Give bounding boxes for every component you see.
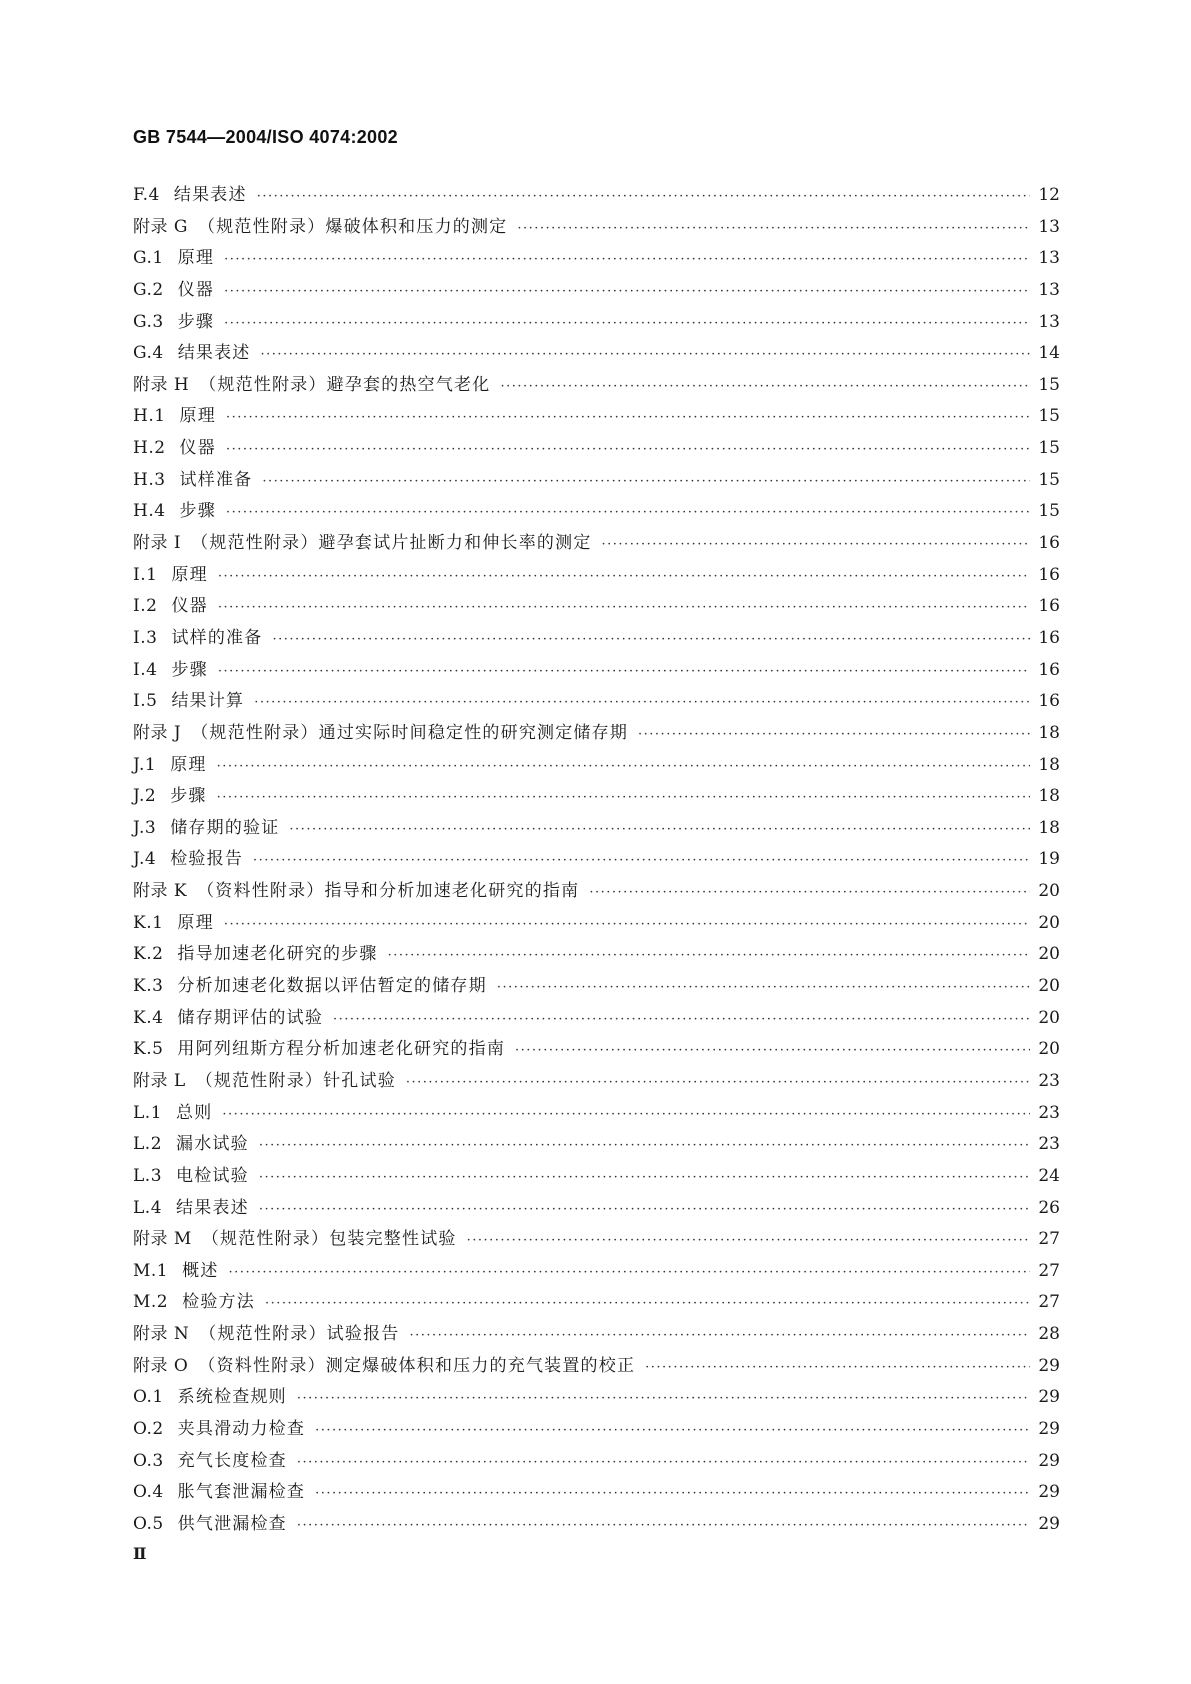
toc-dot-leader bbox=[388, 940, 1030, 972]
toc-dot-leader bbox=[259, 1162, 1030, 1194]
toc-entry-title: （资料性附录）指导和分析加速老化研究的指南 bbox=[197, 881, 580, 902]
toc-dot-leader bbox=[500, 371, 1030, 403]
toc-entry-page: 27 bbox=[1038, 1229, 1060, 1250]
toc-entry-number: 附录 L bbox=[133, 1070, 186, 1091]
toc-dot-leader bbox=[297, 1383, 1030, 1415]
toc-entry-number: I.2 bbox=[133, 596, 158, 617]
toc-entry-number: I.3 bbox=[133, 627, 158, 648]
toc-entry-title: （规范性附录）通过实际时间稳定性的研究测定储存期 bbox=[191, 722, 629, 743]
toc-entry-number: L.2 bbox=[133, 1134, 163, 1155]
toc-entry[interactable] bbox=[133, 623, 1060, 655]
toc-dot-leader bbox=[224, 909, 1030, 941]
toc-entry-title: 结果表述 bbox=[173, 185, 247, 205]
toc-entry-title: 检验报告 bbox=[170, 849, 244, 870]
toc-entry-number: 附录 N bbox=[133, 1324, 190, 1345]
toc-entry[interactable] bbox=[133, 876, 1060, 908]
toc-entry-page: 26 bbox=[1038, 1197, 1060, 1218]
toc-dot-leader bbox=[315, 1415, 1030, 1447]
toc-entry-number: H.4 bbox=[133, 501, 166, 522]
toc-entry-title: 储存期的验证 bbox=[170, 817, 280, 838]
toc-entry[interactable] bbox=[133, 401, 1060, 433]
toc-entry-page: 24 bbox=[1038, 1165, 1060, 1186]
toc-dot-leader bbox=[272, 624, 1030, 656]
toc-entry-page: 20 bbox=[1038, 1039, 1060, 1060]
toc-entry[interactable] bbox=[133, 1129, 1060, 1161]
toc-dot-leader bbox=[262, 466, 1030, 498]
toc-entry-title: 原理 bbox=[170, 754, 207, 775]
toc-dot-leader bbox=[602, 529, 1030, 561]
toc-dot-leader bbox=[467, 1225, 1030, 1257]
toc-entry[interactable] bbox=[133, 1382, 1060, 1414]
toc-entry-number: I.4 bbox=[133, 659, 158, 680]
toc-entry-title: （规范性附录）避孕套的热空气老化 bbox=[199, 374, 491, 395]
toc-entry-page: 29 bbox=[1038, 1482, 1060, 1503]
toc-entry[interactable] bbox=[133, 433, 1060, 465]
toc-entry-number: 附录 M bbox=[133, 1229, 192, 1250]
toc-entry[interactable] bbox=[133, 496, 1060, 528]
toc-dot-leader bbox=[226, 402, 1030, 434]
toc-entry-number: 附录 I bbox=[133, 533, 182, 554]
toc-entry-page: 29 bbox=[1038, 1355, 1060, 1376]
toc-dot-leader bbox=[289, 814, 1030, 846]
toc-entry-number: L.4 bbox=[133, 1197, 163, 1218]
toc-entry-number: H.2 bbox=[133, 438, 166, 459]
toc-dot-leader bbox=[254, 687, 1030, 719]
toc-entry-number: F.4 bbox=[133, 185, 160, 205]
toc-entry-page: 13 bbox=[1038, 216, 1060, 237]
toc-entry-title: （规范性附录）爆破体积和压力的测定 bbox=[197, 216, 508, 237]
toc-entry-page: 13 bbox=[1038, 311, 1060, 332]
toc-entry-number: K.1 bbox=[133, 912, 164, 933]
toc-entry-title: 试样的准备 bbox=[171, 627, 263, 648]
toc-entry[interactable] bbox=[133, 1414, 1060, 1446]
toc-entry[interactable] bbox=[133, 1066, 1060, 1098]
toc-entry-page: 15 bbox=[1038, 406, 1060, 427]
toc-entry[interactable] bbox=[133, 939, 1060, 971]
toc-entry[interactable] bbox=[133, 1509, 1060, 1541]
toc-entry-page: 14 bbox=[1038, 343, 1060, 364]
toc-dot-leader bbox=[224, 276, 1030, 308]
toc-dot-leader bbox=[333, 1004, 1030, 1036]
toc-entry-title: 结果表述 bbox=[176, 1197, 249, 1218]
toc-entry-title: （资料性附录）测定爆破体积和压力的充气装置的校正 bbox=[198, 1355, 636, 1376]
toc-entry[interactable] bbox=[133, 813, 1060, 845]
toc-entry-title: （规范性附录）试验报告 bbox=[199, 1324, 400, 1345]
table-of-contents bbox=[133, 180, 1060, 1541]
toc-entry-title: 总则 bbox=[176, 1102, 213, 1123]
toc-entry-number: O.1 bbox=[133, 1387, 164, 1408]
toc-entry[interactable] bbox=[133, 971, 1060, 1003]
toc-entry-page: 28 bbox=[1038, 1324, 1060, 1345]
toc-dot-leader bbox=[638, 719, 1030, 751]
toc-entry-title: 原理 bbox=[179, 406, 216, 427]
toc-entry-title: 步骤 bbox=[179, 501, 216, 522]
toc-entry[interactable] bbox=[133, 1003, 1060, 1035]
toc-entry-number: J.2 bbox=[133, 786, 157, 807]
toc-entry-title: 原理 bbox=[177, 248, 215, 269]
toc-entry-title: 试样准备 bbox=[179, 469, 253, 490]
toc-entry-number: G.3 bbox=[133, 311, 164, 332]
toc-entry[interactable] bbox=[133, 528, 1060, 560]
toc-entry-title: 分析加速老化数据以评估暂定的储存期 bbox=[177, 976, 487, 997]
toc-dot-leader bbox=[259, 1130, 1030, 1162]
toc-entry-number: J.4 bbox=[133, 849, 157, 870]
toc-entry-title: 漏水试验 bbox=[176, 1134, 249, 1155]
toc-entry-title: 原理 bbox=[177, 912, 214, 933]
toc-entry-title: 夹具滑动力检查 bbox=[177, 1418, 306, 1439]
toc-dot-leader bbox=[406, 1067, 1030, 1099]
toc-entry-page: 18 bbox=[1038, 722, 1060, 743]
toc-entry-page: 20 bbox=[1038, 976, 1060, 997]
toc-entry-title: 原理 bbox=[171, 564, 208, 585]
toc-entry[interactable] bbox=[133, 908, 1060, 940]
toc-entry-page: 27 bbox=[1038, 1292, 1060, 1313]
toc-entry-page: 16 bbox=[1038, 691, 1060, 712]
toc-entry[interactable] bbox=[133, 718, 1060, 750]
toc-dot-leader bbox=[257, 181, 1030, 213]
toc-entry[interactable] bbox=[133, 307, 1060, 339]
toc-dot-leader bbox=[226, 497, 1030, 529]
page-number: Ⅱ bbox=[133, 1544, 148, 1563]
toc-entry[interactable] bbox=[133, 781, 1060, 813]
toc-entry-title: 指导加速老化研究的步骤 bbox=[177, 944, 378, 965]
toc-entry[interactable] bbox=[133, 1477, 1060, 1509]
toc-dot-leader bbox=[217, 751, 1030, 783]
toc-entry[interactable] bbox=[133, 243, 1060, 275]
toc-entry-title: 检验方法 bbox=[182, 1292, 255, 1313]
toc-entry-page: 29 bbox=[1038, 1387, 1060, 1408]
toc-entry-number: G.1 bbox=[133, 248, 164, 269]
toc-entry-number: G.4 bbox=[133, 343, 164, 364]
toc-entry-page: 16 bbox=[1038, 596, 1060, 617]
toc-dot-leader bbox=[297, 1447, 1030, 1479]
toc-entry-page: 23 bbox=[1038, 1102, 1060, 1123]
toc-entry-title: 供气泄漏检查 bbox=[177, 1513, 287, 1534]
toc-dot-leader bbox=[409, 1320, 1030, 1352]
toc-dot-leader bbox=[315, 1478, 1030, 1510]
toc-dot-leader bbox=[224, 308, 1030, 340]
toc-entry[interactable] bbox=[133, 750, 1060, 782]
toc-entry-page: 13 bbox=[1038, 248, 1060, 269]
toc-entry-number: 附录 K bbox=[133, 881, 188, 902]
toc-entry-page: 20 bbox=[1038, 944, 1060, 965]
toc-entry-title: （规范性附录）包装完整性试验 bbox=[201, 1229, 457, 1250]
toc-entry[interactable] bbox=[133, 212, 1060, 244]
toc-entry[interactable] bbox=[133, 275, 1060, 307]
toc-entry-number: O.2 bbox=[133, 1418, 164, 1439]
toc-entry-number: O.5 bbox=[133, 1513, 164, 1534]
toc-dot-leader bbox=[218, 592, 1030, 624]
toc-entry-page: 15 bbox=[1038, 374, 1060, 395]
toc-entry-number: L.1 bbox=[133, 1102, 163, 1123]
toc-entry[interactable] bbox=[133, 1098, 1060, 1130]
document-header: GB 7544—2004/ISO 4074:2002 bbox=[133, 127, 398, 147]
toc-entry-page: 27 bbox=[1038, 1260, 1060, 1281]
toc-dot-leader bbox=[259, 1194, 1030, 1226]
toc-entry-number: 附录 G bbox=[133, 216, 188, 237]
toc-entry-title: 系统检查规则 bbox=[177, 1387, 287, 1408]
toc-entry-title: （规范性附录）避孕套试片扯断力和伸长率的测定 bbox=[191, 533, 592, 554]
toc-entry-page: 29 bbox=[1038, 1418, 1060, 1439]
toc-entry[interactable] bbox=[133, 338, 1060, 370]
toc-dot-leader bbox=[218, 656, 1030, 688]
toc-entry[interactable] bbox=[133, 844, 1060, 876]
toc-entry-title: 仪器 bbox=[179, 438, 216, 459]
toc-entry[interactable] bbox=[133, 591, 1060, 623]
toc-dot-leader bbox=[253, 845, 1030, 877]
toc-entry-page: 16 bbox=[1038, 659, 1060, 680]
toc-entry-title: 结果表述 bbox=[177, 343, 251, 364]
toc-entry-title: 步骤 bbox=[170, 786, 207, 807]
toc-entry-number: K.5 bbox=[133, 1039, 164, 1060]
toc-entry-page: 12 bbox=[1038, 185, 1060, 205]
toc-entry-number: K.3 bbox=[133, 976, 164, 997]
toc-entry-number: G.2 bbox=[133, 279, 164, 300]
toc-entry[interactable] bbox=[133, 1319, 1060, 1351]
toc-entry-page: 15 bbox=[1038, 501, 1060, 522]
toc-dot-leader bbox=[265, 1288, 1030, 1320]
toc-dot-leader bbox=[218, 561, 1030, 593]
toc-entry-page: 23 bbox=[1038, 1070, 1060, 1091]
toc-entry[interactable] bbox=[133, 1224, 1060, 1256]
toc-dot-leader bbox=[226, 434, 1030, 466]
toc-entry-page: 29 bbox=[1038, 1513, 1060, 1534]
toc-entry-number: M.1 bbox=[133, 1260, 169, 1281]
toc-entry-number: L.3 bbox=[133, 1165, 163, 1186]
toc-entry[interactable] bbox=[133, 370, 1060, 402]
toc-entry[interactable] bbox=[133, 1161, 1060, 1193]
toc-entry-number: O.4 bbox=[133, 1482, 164, 1503]
toc-entry-page: 20 bbox=[1038, 881, 1060, 902]
toc-entry-number: J.1 bbox=[133, 754, 157, 775]
toc-entry-page: 29 bbox=[1038, 1450, 1060, 1471]
toc-entry-title: 结果计算 bbox=[171, 691, 245, 712]
toc-entry-number: H.3 bbox=[133, 469, 166, 490]
toc-entry-number: O.3 bbox=[133, 1450, 164, 1471]
toc-entry[interactable] bbox=[133, 465, 1060, 497]
toc-entry[interactable] bbox=[133, 180, 1060, 212]
toc-entry[interactable] bbox=[133, 1351, 1060, 1383]
toc-dot-leader bbox=[515, 1035, 1030, 1067]
toc-entry-title: 仪器 bbox=[171, 596, 208, 617]
toc-entry-page: 16 bbox=[1038, 533, 1060, 554]
toc-entry-page: 20 bbox=[1038, 912, 1060, 933]
toc-entry-number: I.1 bbox=[133, 564, 158, 585]
toc-dot-leader bbox=[224, 244, 1030, 276]
toc-entry-page: 18 bbox=[1038, 786, 1060, 807]
toc-entry-title: 胀气套泄漏检查 bbox=[177, 1482, 306, 1503]
toc-entry[interactable] bbox=[133, 1287, 1060, 1319]
toc-entry[interactable] bbox=[133, 560, 1060, 592]
toc-dot-leader bbox=[229, 1257, 1030, 1289]
toc-dot-leader bbox=[217, 782, 1030, 814]
toc-entry-number: K.4 bbox=[133, 1007, 164, 1028]
toc-entry-page: 18 bbox=[1038, 817, 1060, 838]
toc-entry[interactable] bbox=[133, 1193, 1060, 1225]
toc-entry-page: 13 bbox=[1038, 279, 1060, 300]
toc-entry[interactable] bbox=[133, 655, 1060, 687]
toc-entry-number: H.1 bbox=[133, 406, 166, 427]
toc-entry-page: 15 bbox=[1038, 438, 1060, 459]
toc-entry[interactable] bbox=[133, 686, 1060, 718]
toc-entry-title: 用阿列纽斯方程分析加速老化研究的指南 bbox=[177, 1039, 506, 1060]
toc-dot-leader bbox=[517, 213, 1030, 245]
toc-entry-number: 附录 O bbox=[133, 1355, 189, 1376]
toc-dot-leader bbox=[297, 1510, 1030, 1542]
toc-entry-title: 仪器 bbox=[177, 279, 215, 300]
toc-dot-leader bbox=[589, 877, 1030, 909]
toc-dot-leader bbox=[222, 1099, 1030, 1131]
toc-entry-title: 储存期评估的试验 bbox=[177, 1007, 324, 1028]
toc-entry-page: 19 bbox=[1038, 849, 1060, 870]
toc-entry-page: 16 bbox=[1038, 627, 1060, 648]
toc-entry-title: 充气长度检查 bbox=[177, 1450, 287, 1471]
toc-entry-number: J.3 bbox=[133, 817, 157, 838]
toc-entry-title: 步骤 bbox=[177, 311, 215, 332]
toc-entry-page: 23 bbox=[1038, 1134, 1060, 1155]
toc-entry-page: 18 bbox=[1038, 754, 1060, 775]
toc-dot-leader bbox=[261, 339, 1030, 371]
toc-entry-title: 概述 bbox=[182, 1260, 219, 1281]
toc-entry[interactable] bbox=[133, 1256, 1060, 1288]
toc-entry-number: 附录 J bbox=[133, 722, 182, 743]
toc-entry-title: 电检试验 bbox=[176, 1165, 249, 1186]
toc-entry-number: M.2 bbox=[133, 1292, 169, 1313]
toc-dot-leader bbox=[497, 972, 1030, 1004]
toc-entry[interactable] bbox=[133, 1446, 1060, 1478]
toc-entry-number: I.5 bbox=[133, 691, 158, 712]
toc-entry-title: （规范性附录）针孔试验 bbox=[195, 1070, 396, 1091]
toc-entry-title: 步骤 bbox=[171, 659, 208, 680]
toc-entry[interactable] bbox=[133, 1034, 1060, 1066]
toc-entry-page: 16 bbox=[1038, 564, 1060, 585]
toc-entry-page: 20 bbox=[1038, 1007, 1060, 1028]
toc-entry-number: 附录 H bbox=[133, 374, 190, 395]
toc-dot-leader bbox=[645, 1352, 1030, 1384]
toc-entry-page: 15 bbox=[1038, 469, 1060, 490]
toc-entry-number: K.2 bbox=[133, 944, 164, 965]
